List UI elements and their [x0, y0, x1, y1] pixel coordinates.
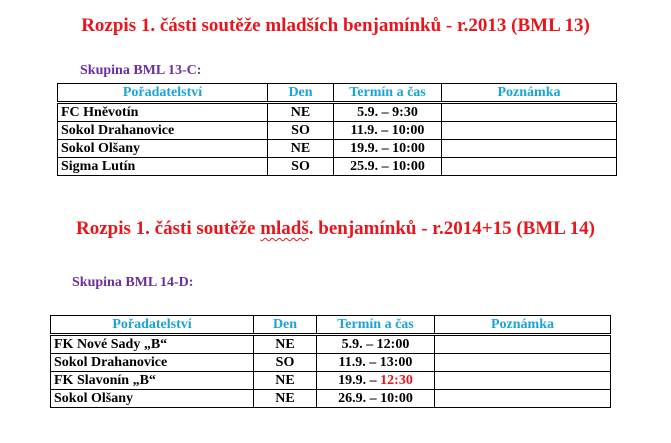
cell-day: NE [268, 140, 334, 158]
table-row [51, 390, 611, 408]
group1-label: Skupina BML 13-C: [80, 63, 202, 78]
cell-day: SO [254, 354, 317, 372]
header-organizer: Pořadatelství [51, 316, 254, 335]
cell-date: 25.9. – 10:00 [334, 158, 442, 176]
table-row [51, 372, 611, 390]
cell-day: SO [268, 158, 334, 176]
table-row [51, 354, 611, 372]
cell-date: 19.9. – 10:00 [334, 140, 442, 158]
cell-date: 26.9. – 10:00 [317, 390, 435, 408]
cell-day: NE [254, 390, 317, 408]
cell-team: FC Hněvotín [58, 103, 268, 122]
header-organizer: Pořadatelství [58, 84, 268, 103]
cell-team: Sokol Drahanovice [58, 122, 268, 140]
section2-title-spellcheck-word: mladš [260, 218, 309, 239]
table-header-row [58, 84, 617, 103]
cell-date: 5.9. – 9:30 [334, 103, 442, 122]
cell-note [442, 158, 617, 176]
cell-day: NE [254, 372, 317, 390]
cell-date: 11.9. – 10:00 [334, 122, 442, 140]
header-date-time: Termín a čas [334, 84, 442, 103]
cell-note [442, 122, 617, 140]
cell-date-prefix: 19.9. – [338, 373, 381, 388]
cell-team: Sigma Lutín [58, 158, 268, 176]
cell-note [435, 335, 611, 354]
cell-day: SO [268, 122, 334, 140]
header-day: Den [268, 84, 334, 103]
cell-note [435, 354, 611, 372]
cell-team: Sokol Olšany [58, 140, 268, 158]
schedule-table-bml14 [50, 315, 611, 408]
cell-team: FK Nové Sady „B“ [51, 335, 254, 354]
cell-team: FK Slavonín „B“ [51, 372, 254, 390]
cell-note [442, 103, 617, 122]
group2-label: Skupina BML 14-D: [72, 275, 194, 290]
section1-title: Rozpis 1. části soutěže mladších benjamínků - r.2013 (BML 13) [81, 15, 590, 36]
table-header-row [51, 316, 611, 335]
header-day: Den [254, 316, 317, 335]
cell-date: 11.9. – 13:00 [317, 354, 435, 372]
section2-title [0, 218, 671, 240]
cell-note [435, 390, 611, 408]
table-row [51, 335, 611, 354]
cell-date [317, 372, 435, 390]
cell-time-highlight: 12:30 [380, 373, 413, 388]
header-note: Poznámka [442, 84, 617, 103]
section2-title-end: . benjamínků - r.2014+15 (BML 14) [308, 218, 595, 239]
table-row [58, 122, 617, 140]
cell-team: Sokol Olšany [51, 390, 254, 408]
cell-note [442, 140, 617, 158]
header-note: Poznámka [435, 316, 611, 335]
section2-title-start: Rozpis 1. části soutěže [76, 218, 261, 239]
cell-day: NE [254, 335, 317, 354]
cell-date: 5.9. – 12:00 [317, 335, 435, 354]
table-row [58, 140, 617, 158]
cell-note [435, 372, 611, 390]
header-date-time: Termín a čas [317, 316, 435, 335]
schedule-table-bml13 [57, 83, 617, 176]
cell-team: Sokol Drahanovice [51, 354, 254, 372]
table-row [58, 103, 617, 122]
table-row [58, 158, 617, 176]
cell-day: NE [268, 103, 334, 122]
